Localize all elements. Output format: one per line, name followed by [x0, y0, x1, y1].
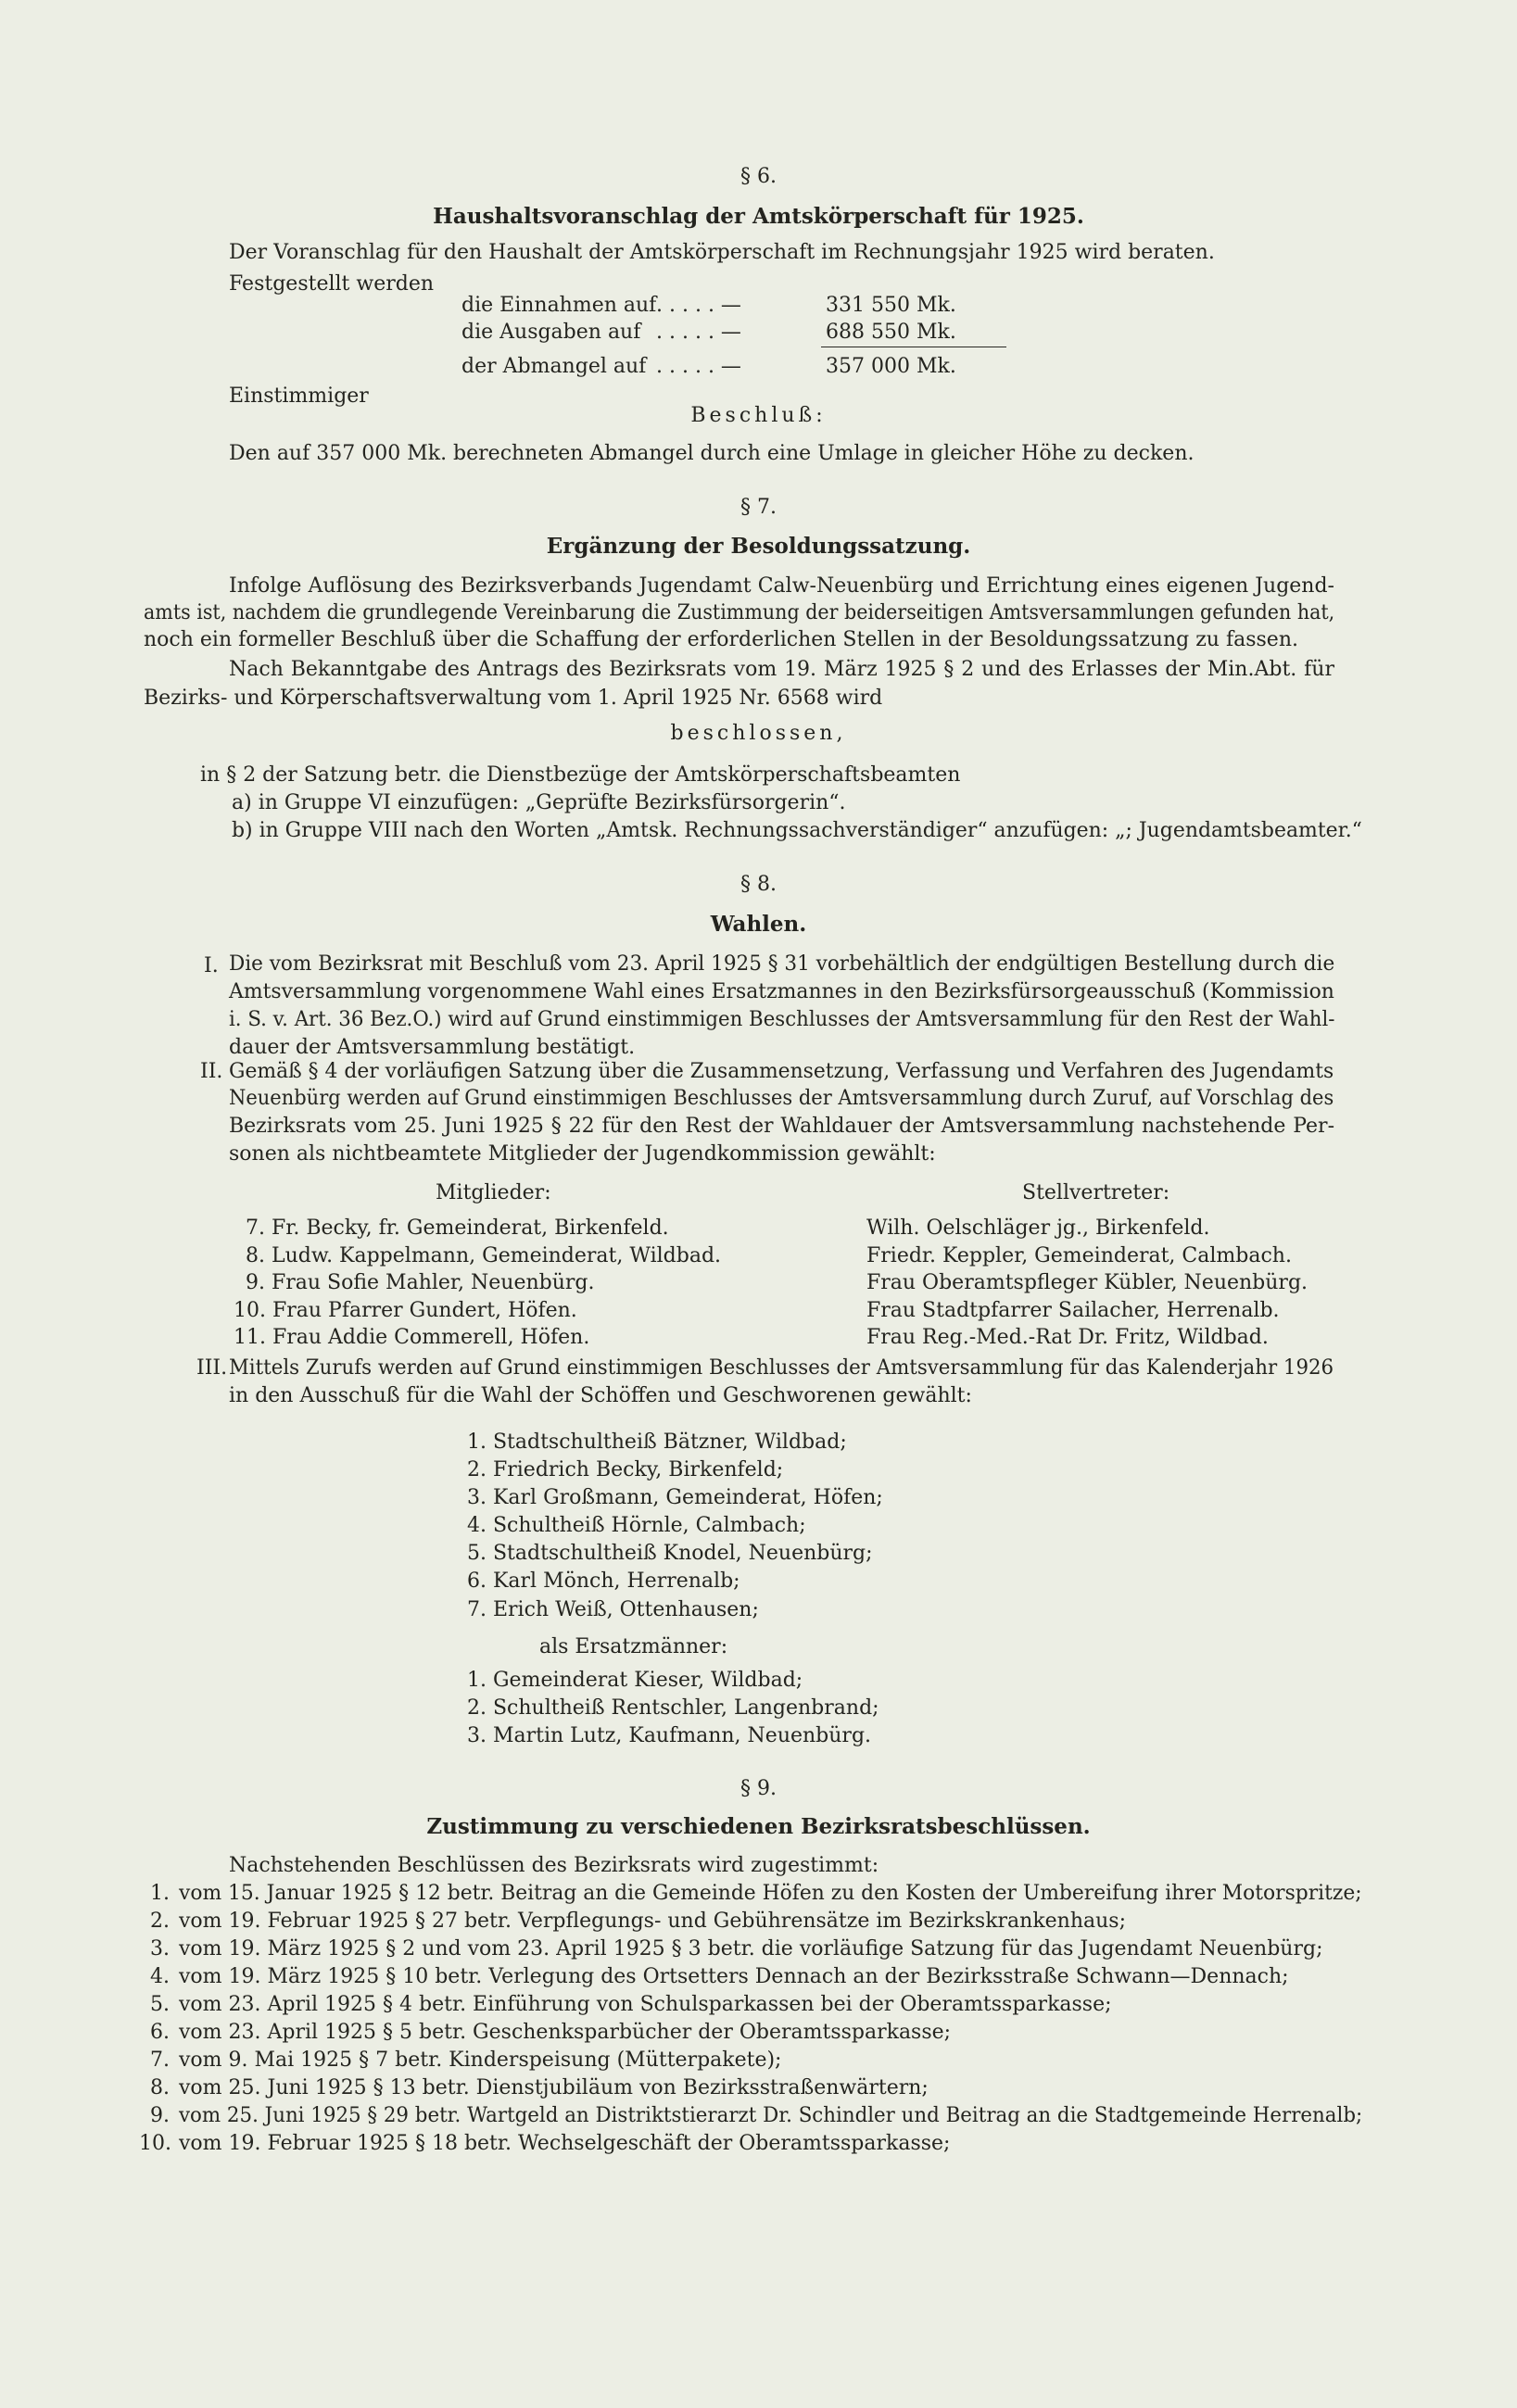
s7-item-b: b) in Gruppe VIII nach den Worten „Amtsk. Rechnungssachverständiger“ anzufügen: „; Jugendamtsbeamter.“: [232, 819, 1362, 842]
s9-item-text: vom 25. Juni 1925 § 29 betr. Wartgeld an Distriktstierarzt Dr. Schindler und Beitrag an die Stadtgemeinde Herrenalb;: [179, 2104, 1363, 2127]
s9-item-text: vom 23. April 1925 § 4 betr. Einführung von Schulsparkassen bei der Oberamtssparkasse;: [179, 1993, 1112, 2016]
s8-II-line: Bezirksrats vom 25. Juni 1925 § 22 für den Rest der Wahldauer der Amtsversammlung nachstehende Per-: [229, 1115, 1334, 1138]
s9-intro: Nachstehenden Beschlüssen des Bezirksrats wird zugestimmt:: [229, 1854, 879, 1877]
schoeffen-item: 7. Erich Weiß, Ottenhausen;: [467, 1598, 759, 1621]
budget-dots: . . . . . —: [656, 355, 741, 378]
schoeffen-item: 5. Stadtschultheiß Knodel, Neuenbürg;: [467, 1542, 873, 1565]
s9-item-text: vom 19. März 1925 § 10 betr. Verlegung des Ortsetters Dennach an der Bezirksstraße Schwann—Dennach;: [179, 1965, 1289, 1988]
s9-item-text: vom 19. Februar 1925 § 18 betr. Wechselgeschäft der Oberamtssparkasse;: [179, 2132, 951, 2155]
s7-beschlossen: beschlossen,: [670, 722, 847, 745]
s9-item-number: 1.: [150, 1882, 170, 1905]
schoeffen-item: 4. Schultheiß Hörnle, Calmbach;: [467, 1514, 806, 1537]
s9-number: § 9.: [740, 1777, 777, 1800]
mitglied-item: 7. Fr. Becky, fr. Gemeinderat, Birkenfeld.: [246, 1217, 669, 1240]
s9-item-text: vom 19. Februar 1925 § 27 betr. Verpflegungs- und Gebührensätze im Bezirkskrankenhaus;: [179, 1910, 1127, 1933]
s8-I-line: dauer der Amtsversammlung bestätigt.: [229, 1036, 636, 1059]
mitglied-item: 8. Ludw. Kappelmann, Gemeinderat, Wildbad.: [246, 1244, 722, 1267]
stellvertreter-item: Frau Stadtpfarrer Sailacher, Herrenalb.: [866, 1299, 1280, 1322]
stellvertreter-item: Friedr. Keppler, Gemeinderat, Calmbach.: [866, 1244, 1292, 1267]
s8-roman-II: II.: [200, 1060, 223, 1083]
schoeffen-item: 1. Stadtschultheiß Bätzner, Wildbad;: [467, 1431, 847, 1454]
s7-item-a: a) in Gruppe VI einzufügen: „Geprüfte Bezirksfürsorgerin“.: [232, 791, 846, 814]
mitglied-item: 11. Frau Addie Commerell, Höfen.: [234, 1326, 590, 1349]
s6-title: Haushaltsvoranschlag der Amtskörperschaft für 1925.: [433, 204, 1084, 229]
s9-item-number: 10.: [139, 2132, 171, 2155]
s8-II-line: Neuenbürg werden auf Grund einstimmigen Beschlusses der Amtsversammlung durch Zuruf, auf Vorschlag des: [229, 1087, 1334, 1110]
s8-II-line: sonen als nichtbeamtete Mitglieder der Jugendkommission gewählt:: [229, 1142, 936, 1166]
schoeffen-item: 2. Friedrich Becky, Birkenfeld;: [467, 1458, 784, 1481]
s6-number: § 6.: [740, 165, 777, 188]
s8-III-line: Mittels Zurufs werden auf Grund einstimmigen Beschlusses der Amtsversammlung für das Kalenderjahr 1926: [229, 1356, 1334, 1380]
s7-para1-line: noch ein formeller Beschluß über die Schaffung der erforderlichen Stellen in der Besoldungssatzung zu fassen.: [144, 628, 1298, 651]
schoeffen-item: 6. Karl Mönch, Herrenalb;: [467, 1570, 740, 1593]
stellvertreter-item: Frau Oberamtspfleger Kübler, Neuenbürg.: [866, 1271, 1308, 1294]
stellvertreter-heading: Stellvertreter:: [1022, 1181, 1170, 1204]
s8-I-line: Amtsversammlung vorgenommene Wahl eines Ersatzmannes in den Bezirksfürsorgeausschuß (Kommission: [229, 980, 1334, 1003]
s9-item-text: vom 23. April 1925 § 5 betr. Geschenksparbücher der Oberamtssparkasse;: [179, 2021, 952, 2044]
budget-value-abmangel: 357 000 Mk.: [826, 355, 956, 378]
s8-II-line: Gemäß § 4 der vorläufigen Satzung über die Zusammensetzung, Verfassung und Verfahren des Jugendamts: [229, 1060, 1334, 1083]
s9-item-number: 7.: [150, 2049, 170, 2072]
budget-label-abmangel: der Abmangel auf: [461, 355, 647, 378]
s8-I-line: Die vom Bezirksrat mit Beschluß vom 23. April 1925 § 31 vorbehältlich der endgültigen Bestellung durch die: [229, 952, 1335, 976]
s7-number: § 7.: [740, 496, 777, 519]
budget-dots: . . . . . —: [656, 294, 741, 317]
s9-item-number: 2.: [150, 1910, 170, 1933]
s9-item-number: 5.: [150, 1993, 170, 2016]
s7-para2-line: Nach Bekanntgabe des Antrags des Bezirksrats vom 19. März 1925 § 2 und des Erlasses der Min.Abt. für: [229, 658, 1334, 681]
s8-III-line: in den Ausschuß für die Wahl der Schöffen und Geschworenen gewählt:: [229, 1384, 972, 1407]
ersatz-heading: als Ersatzmänner:: [539, 1635, 728, 1658]
s7-para2-line: Bezirks- und Körperschaftsverwaltung vom 1. April 1925 Nr. 6568 wird: [144, 687, 883, 710]
mitglied-item: 10. Frau Pfarrer Gundert, Höfen.: [234, 1299, 577, 1322]
s6-intro: Der Voranschlag für den Haushalt der Amtskörperschaft im Rechnungsjahr 1925 wird beraten.: [229, 241, 1215, 264]
s7-title: Ergänzung der Besoldungssatzung.: [546, 534, 971, 559]
stellvertreter-item: Frau Reg.-Med.-Rat Dr. Fritz, Wildbad.: [866, 1326, 1269, 1349]
s9-item-number: 6.: [150, 2021, 170, 2044]
budget-label-einnahmen: die Einnahmen auf: [461, 294, 657, 317]
s9-item-text: vom 25. Juni 1925 § 13 betr. Dienstjubiläum von Bezirksstraßenwärtern;: [179, 2076, 929, 2099]
budget-dots: . . . . . —: [656, 321, 741, 344]
budget-label-ausgaben: die Ausgaben auf: [461, 321, 641, 344]
s9-title: Zustimmung zu verschiedenen Bezirksratsbeschlüssen.: [426, 1814, 1091, 1839]
s6-einstimmiger: Einstimmiger: [229, 385, 369, 408]
s8-roman-I: I.: [204, 954, 219, 977]
s8-number: § 8.: [740, 873, 777, 896]
s9-item-number: 8.: [150, 2076, 170, 2099]
s9-item-text: vom 19. März 1925 § 2 und vom 23. April 1925 § 3 betr. die vorläufige Satzung für das Jugendamt Neuenbürg;: [179, 1937, 1323, 1960]
ersatz-item: 1. Gemeinderat Kieser, Wildbad;: [467, 1669, 803, 1692]
s8-roman-III: III.: [196, 1356, 228, 1380]
stellvertreter-item: Wilh. Oelschläger jg., Birkenfeld.: [866, 1217, 1210, 1240]
s7-para1-line: Infolge Auflösung des Bezirksverbands Jugendamt Calw-Neuenbürg und Errichtung eines eigenen Jugend-: [229, 574, 1334, 598]
s9-item-text: vom 15. Januar 1925 § 12 betr. Beitrag an die Gemeinde Höfen zu den Kosten der Umbereifung ihrer Motorspritze;: [179, 1882, 1362, 1905]
s6-festgestellt: Festgestellt werden: [229, 272, 435, 296]
schoeffen-item: 3. Karl Großmann, Gemeinderat, Höfen;: [467, 1486, 883, 1509]
ersatz-item: 3. Martin Lutz, Kaufmann, Neuenbürg.: [467, 1724, 872, 1747]
budget-value-ausgaben: 688 550 Mk.: [826, 321, 956, 344]
s6-beschluss: Beschluß:: [690, 404, 827, 427]
mitglied-item: 9. Frau Sofie Mahler, Neuenbürg.: [246, 1271, 595, 1294]
s8-title: Wahlen.: [710, 912, 807, 937]
ersatz-item: 2. Schultheiß Rentschler, Langenbrand;: [467, 1696, 879, 1720]
mitglieder-heading: Mitglieder:: [436, 1181, 551, 1204]
s9-item-number: 4.: [150, 1965, 170, 1988]
budget-value-einnahmen: 331 550 Mk.: [826, 294, 956, 317]
s9-item-number: 9.: [150, 2104, 170, 2127]
s7-satzung: in § 2 der Satzung betr. die Dienstbezüge der Amtskörperschaftsbeamten: [200, 763, 961, 787]
s7-para1-line: amts ist, nachdem die grundlegende Vereinbarung die Zustimmung der beiderseitigen Amtsversammlungen gefunden hat,: [144, 601, 1335, 624]
s8-I-line: i. S. v. Art. 36 Bez.O.) wird auf Grund einstimmigen Beschlusses der Amtsversammlung für den Rest der Wahl-: [229, 1008, 1335, 1031]
s6-result: Den auf 357 000 Mk. berechneten Abmangel durch eine Umlage in gleicher Höhe zu decken.: [229, 442, 1195, 465]
s9-item-text: vom 9. Mai 1925 § 7 betr. Kinderspeisung (Mütterpakete);: [179, 2049, 782, 2072]
s9-item-number: 3.: [150, 1937, 170, 1960]
